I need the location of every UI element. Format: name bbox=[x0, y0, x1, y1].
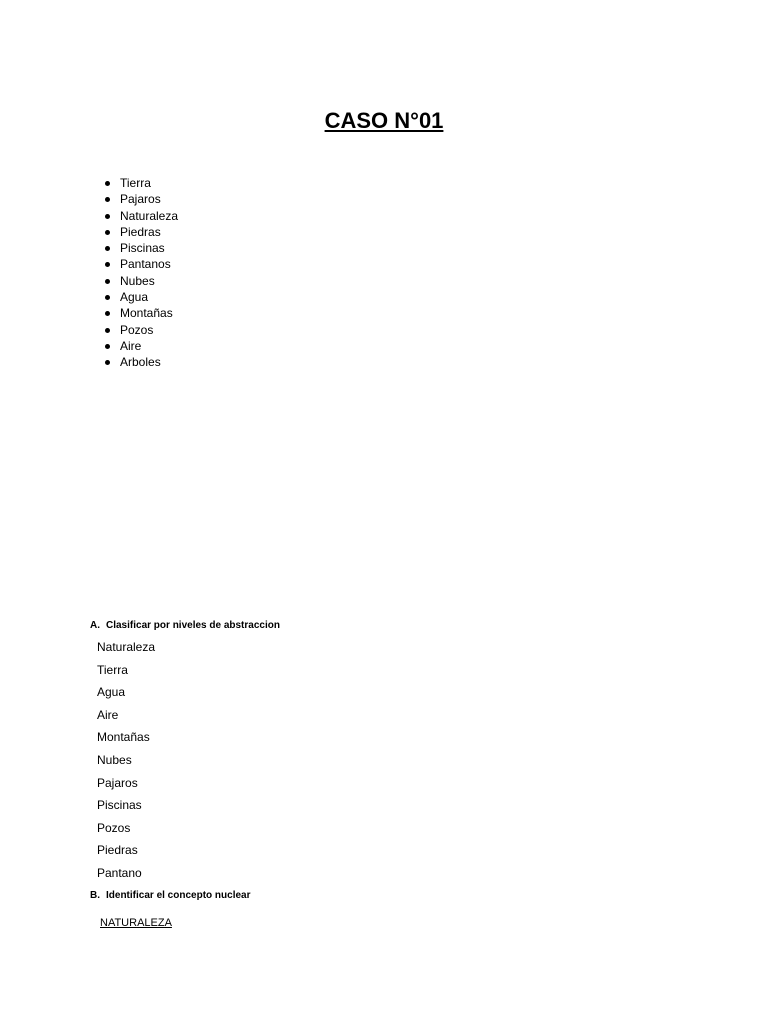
bullet-item-label: Piscinas bbox=[120, 241, 165, 256]
nuclear-concept-answer: NATURALEZA bbox=[100, 917, 172, 929]
bullet-icon bbox=[105, 197, 110, 202]
bullet-item-label: Naturaleza bbox=[120, 208, 179, 223]
bullet-list-item bbox=[104, 338, 178, 354]
section-a-letter: A. bbox=[90, 620, 100, 631]
bullet-item-label: Aire bbox=[120, 338, 142, 353]
bullet-list-item bbox=[104, 256, 178, 272]
bullet-icon bbox=[105, 214, 110, 219]
bullet-icon bbox=[105, 262, 110, 267]
bullet-item-label: Agua bbox=[120, 290, 149, 305]
bullet-list-item bbox=[104, 175, 178, 191]
classification-item: Piedras bbox=[97, 843, 138, 858]
bullet-item-label: Pantanos bbox=[120, 257, 171, 272]
bullet-list-item bbox=[104, 305, 178, 321]
bullet-item-label: Tierra bbox=[120, 176, 151, 190]
section-b-title: Identificar el concepto nuclear bbox=[106, 890, 251, 901]
classification-item: Naturaleza bbox=[97, 640, 156, 654]
bullet-list-item bbox=[104, 208, 178, 224]
classification-item: Tierra bbox=[97, 662, 128, 677]
bullet-list-item bbox=[104, 191, 178, 207]
section-a-title: Clasificar por niveles de abstraccion bbox=[106, 620, 280, 631]
classification-item: Piscinas bbox=[97, 798, 142, 813]
classification-item: Nubes bbox=[97, 752, 132, 767]
bullet-icon bbox=[105, 360, 110, 365]
bullet-item-label: Piedras bbox=[120, 224, 161, 239]
bullet-item-label: Montañas bbox=[120, 306, 173, 321]
bullet-icon bbox=[105, 230, 110, 235]
bullet-icon bbox=[105, 311, 110, 316]
bullet-icon bbox=[105, 246, 110, 251]
bullet-icon bbox=[105, 295, 110, 300]
bullet-list-item bbox=[104, 224, 178, 240]
bullet-list-item bbox=[104, 273, 178, 289]
bullet-icon bbox=[105, 344, 110, 349]
classification-item: Montañas bbox=[97, 730, 150, 745]
classification-item: Agua bbox=[97, 685, 126, 700]
bullet-list-item bbox=[104, 289, 178, 305]
bullet-item-label: Nubes bbox=[120, 273, 155, 288]
bullet-icon bbox=[105, 181, 110, 186]
bullet-icon bbox=[105, 279, 110, 284]
classification-item: Pozos bbox=[97, 820, 131, 835]
section-a-heading bbox=[90, 619, 280, 633]
section-b-letter: B. bbox=[90, 890, 100, 901]
bullet-icon bbox=[105, 328, 110, 333]
bullet-list-item bbox=[104, 322, 178, 338]
classification-item: Aire bbox=[97, 707, 119, 722]
bullet-item-label: Arboles bbox=[120, 355, 161, 370]
classification-item: Pajaros bbox=[97, 775, 138, 790]
bullet-list-item bbox=[104, 354, 178, 370]
page-title: CASO N°01 bbox=[324, 108, 444, 133]
element-bullet-list bbox=[104, 175, 178, 371]
bullet-item-label: Pajaros bbox=[120, 192, 161, 207]
section-b-heading bbox=[90, 889, 250, 903]
bullet-list-item bbox=[104, 240, 178, 256]
classification-item: Pantano bbox=[97, 865, 142, 880]
bullet-item-label: Pozos bbox=[120, 322, 154, 337]
classification-list bbox=[97, 638, 155, 887]
